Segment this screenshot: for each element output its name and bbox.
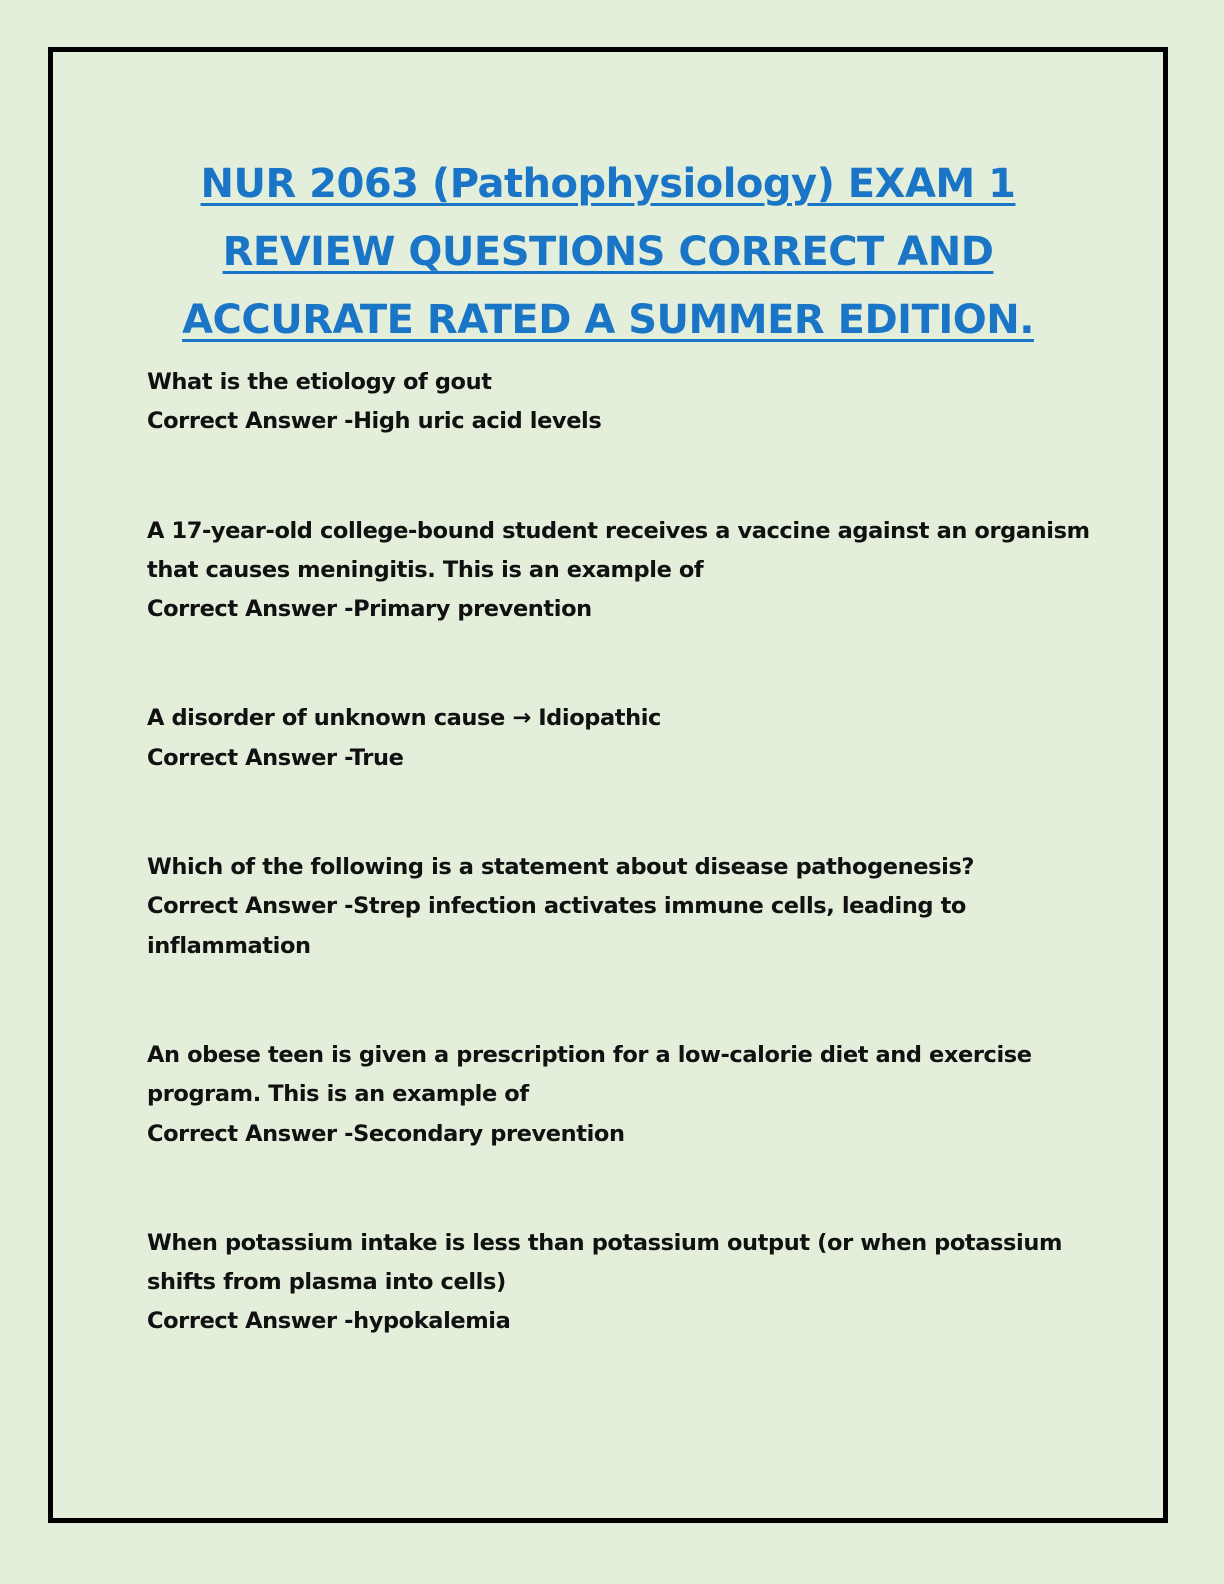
answer-text: Correct Answer -High uric acid levels xyxy=(147,408,602,435)
question-list xyxy=(147,363,1107,1412)
qa-item xyxy=(147,363,1107,442)
page-border xyxy=(48,47,1168,1523)
question-text: A 17-year-old college-bound student receives a vaccine against an organism that causes meningitis. This is an example of xyxy=(147,517,1090,583)
question-text: What is the etiology of gout xyxy=(147,369,492,395)
question-text: An obese teen is given a prescription for a low-calorie diet and exercise program. This is an example of xyxy=(147,1041,1032,1108)
answer-text: Correct Answer -Primary prevention xyxy=(147,596,592,623)
title-line-3: ACCURATE RATED A SUMMER EDITION. xyxy=(182,297,1034,343)
answer-text: Correct Answer -hypokalemia xyxy=(147,1308,511,1335)
answer-text: Correct Answer -Secondary prevention xyxy=(147,1120,625,1147)
title-line-2: REVIEW QUESTIONS CORRECT AND xyxy=(222,229,994,275)
document-title xyxy=(53,150,1163,354)
qa-item xyxy=(147,1224,1107,1342)
qa-item xyxy=(147,1036,1107,1154)
qa-item xyxy=(147,699,1107,778)
answer-text: Correct Answer -Strep infection activates immune cells, leading to inflammation xyxy=(147,893,966,959)
question-text: When potassium intake is less than potassium output (or when potassium shifts from plasma into cells) xyxy=(147,1229,1062,1296)
question-text: A disorder of unknown cause → Idiopathic xyxy=(147,705,661,732)
question-text: Which of the following is a statement about disease pathogenesis? xyxy=(147,854,975,881)
answer-text: Correct Answer -True xyxy=(147,744,404,771)
qa-item xyxy=(147,512,1107,630)
qa-item xyxy=(147,848,1107,966)
title-line-1: NUR 2063 (Pathophysiology) EXAM 1 xyxy=(200,161,1016,207)
